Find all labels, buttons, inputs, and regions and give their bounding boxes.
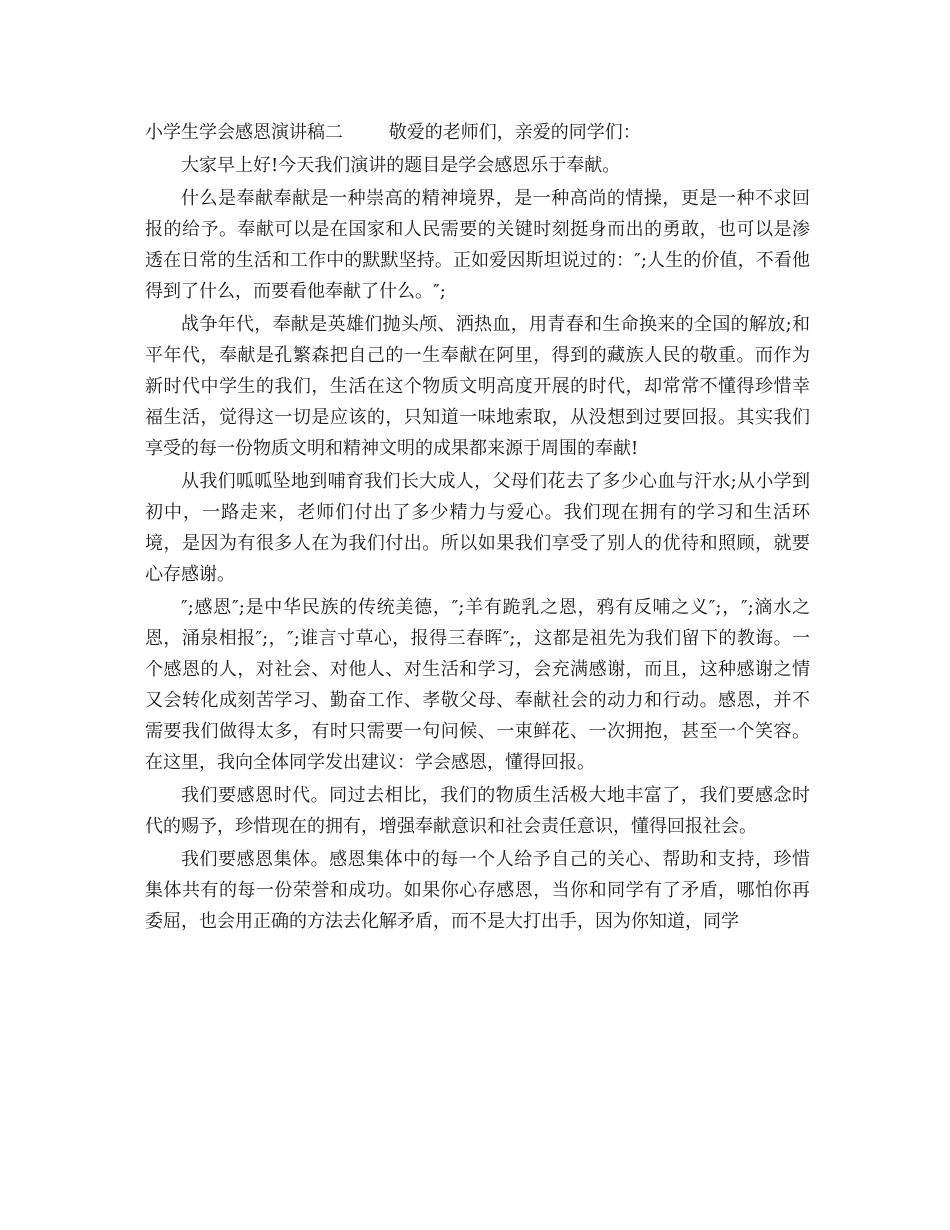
paragraph-gratitude-tradition: ″;感恩″;是中华民族的传统美德，″;羊有跪乳之恩，鸦有反哺之义″;，″;滴水之恩，涌泉相报″;，″;谁言寸草心，报得三春晖″;，这都是祖先为我们留下的教诲。一个感恩的人，对社会、对他人、对生活和学习，会充满感谢，而且，这种感谢之情又会转化成刻苦学习、勤奋工作、孝敬父母、奉献社会的动力和行动。感恩，并不需要我们做得太多，有时只需要一句问候、一束鲜花、一次拥抱，甚至一个笑容。在这里，我向全体同学发出建议：学会感恩，懂得回报。 — [145, 597, 810, 773]
paragraph-gratitude-era: 我们要感恩时代。同过去相比，我们的物质生活极大地丰富了，我们要感念时代的赐予，珍惜现在的拥有，增强奉献意识和社会责任意识，懂得回报社会。 — [145, 785, 810, 837]
paragraph-what-is-dedication: 什么是奉献奉献是一种崇高的精神境界，是一种高尚的情操，更是一种不求回报的给予。奉献可以是在国家和人民需要的关键时刻挺身而出的勇敢，也可以是渗透在日常的生活和工作中的默默坚持。正如爱因斯坦说过的：″;人生的价值，不看他得到了什么，而要看他奉献了什么。″; — [145, 188, 810, 302]
paragraph-greeting: 大家早上好!今天我们演讲的题目是学会感恩乐于奉献。 — [181, 155, 621, 176]
document-title-line: 小学生学会感恩演讲稿二 敬爱的老师们，亲爱的同学们： — [145, 122, 641, 143]
paragraph-war-and-peace: 战争年代，奉献是英雄们抛头颅、洒热血，用青春和生命换来的全国的解放;和平年代，奉献是孔繁森把自己的一生奉献在阿里，得到的藏族人民的敬重。而作为新时代中学生的我们，生活在这个物质文明高度开展的时代，却常常不懂得珍惜幸福生活，觉得这一切是应该的，只知道一味地索取，从没想到过要回报。其实我们享受的每一份物质文明和精神文明的成果都来源于周围的奉献! — [145, 314, 810, 459]
paragraph-gratitude-collective: 我们要感恩集体。感恩集体中的每一个人给予自己的关心、帮助和支持，珍惜集体共有的每一份荣誉和成功。如果你心存感恩，当你和同学有了矛盾，哪怕你再委屈，也会用正确的方法去化解矛盾，而不是大打出手，因为你知道，同学 — [145, 849, 810, 932]
paragraph-parents-teachers: 从我们呱呱坠地到哺育我们长大成人，父母们花去了多少心血与汗水;从小学到初中，一路走来，老师们付出了多少精力与爱心。我们现在拥有的学习和生活环境，是因为有很多人在为我们付出。所以如果我们享受了别人的优待和照顾，就要心存感谢。 — [145, 471, 810, 585]
document-page — [145, 117, 810, 937]
